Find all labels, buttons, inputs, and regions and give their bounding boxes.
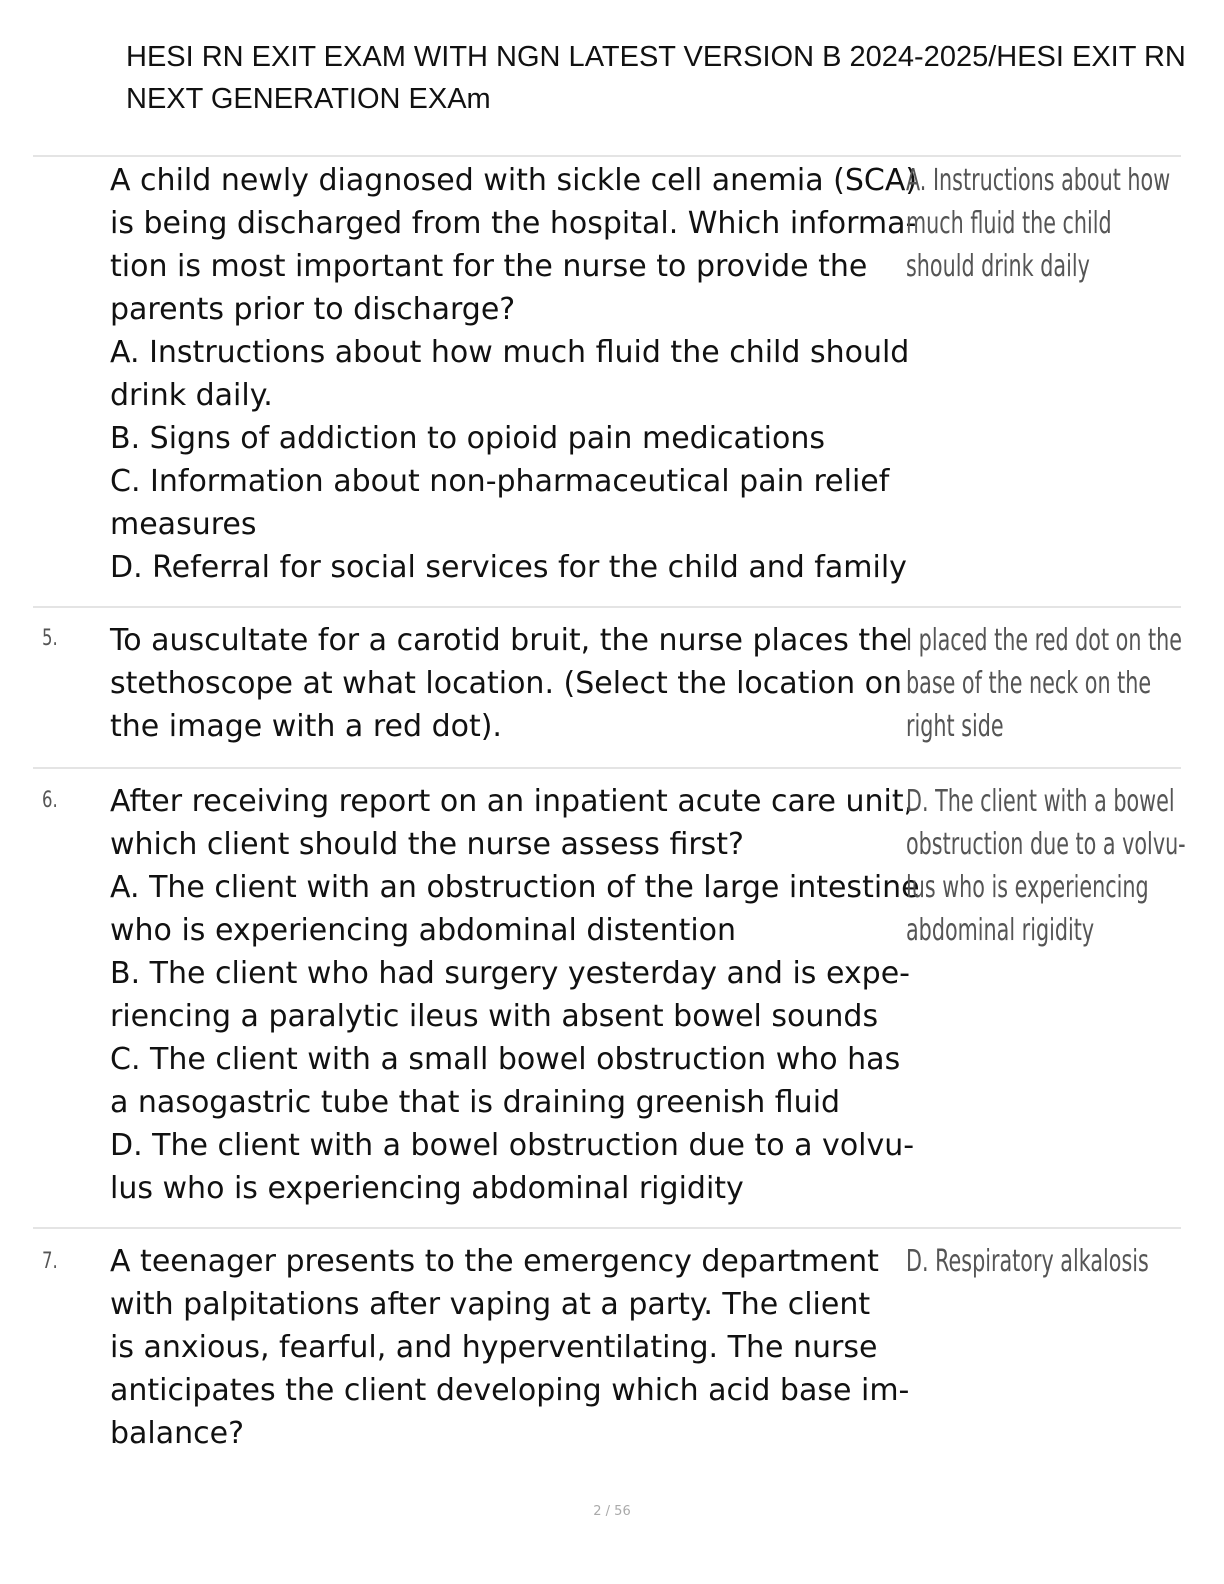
question-number: 5. [42,626,58,651]
question-number: 6. [42,788,58,813]
question-line: tion is most important for the nurse to provide the [110,249,868,284]
question-line: balance? [110,1416,245,1451]
answer-line: right side [906,709,1004,744]
answer-text [906,780,1186,952]
question-line: with palpitations after vaping at a party. The client [110,1287,871,1322]
question-line: To auscultate for a carotid bruit, the nurse places the [110,623,908,658]
question-line: riencing a paralytic ileus with absent bowel sounds [110,999,879,1034]
answer-line: base of the neck on the [906,666,1152,701]
question-line: A. Instructions about how much fluid the child should [110,335,910,370]
question-line: C. Information about non-pharmaceutical pain relief [110,464,890,499]
answer-line: lus who is experiencing [906,870,1149,905]
answer-line: D. Respiratory alkalosis [906,1244,1149,1279]
question-line: lus who is experiencing abdominal rigidity [110,1171,744,1206]
answer-line: A. Instructions about how [906,163,1171,198]
question-line: parents prior to discharge? [110,292,516,327]
question-number: 7. [42,1249,58,1274]
question-text [110,619,910,748]
card-divider [33,606,1181,608]
question-line: a nasogastric tube that is draining greenish fluid [110,1085,841,1120]
question-text [110,780,920,1210]
document-header [126,36,1224,120]
header-title-line-1: HESI RN EXIT EXAM WITH NGN LATEST VERSION B 2024-2025/HESI EXIT RN [126,41,1186,73]
answer-line: abdominal rigidity [906,913,1095,948]
answer-line: much fluid the child [906,206,1112,241]
answer-line: obstruction due to a volvu- [906,827,1186,862]
page-indicator: 2 / 56 [593,1504,631,1519]
question-line: drink daily. [110,378,273,413]
answer-text [906,619,1182,748]
question-line: B. The client who had surgery yesterday and is expe- [110,956,910,991]
card-divider [33,1227,1181,1229]
answer-line: should drink daily [906,249,1090,284]
question-text [110,159,918,589]
question-line: D. The client with a bowel obstruction due to a volvu- [110,1128,915,1163]
card-divider [33,767,1181,769]
question-line: is anxious, fearful, and hyperventilating. The nurse [110,1330,878,1365]
question-line: B. Signs of addiction to opioid pain medications [110,421,826,456]
answer-line: D. The client with a bowel [906,784,1175,819]
question-text [110,1240,910,1455]
question-line: is being discharged from the hospital. Which informa- [110,206,917,241]
answer-line: I placed the red dot on the [906,623,1182,658]
question-line: C. The client with a small bowel obstruction who has [110,1042,901,1077]
question-line: the image with a red dot). [110,709,502,744]
question-line: After receiving report on an inpatient acute care unit, [110,784,914,819]
card-divider [33,155,1181,157]
question-line: who is experiencing abdominal distention [110,913,737,948]
question-line: anticipates the client developing which acid base im- [110,1373,910,1408]
question-line: D. Referral for social services for the child and family [110,550,907,585]
answer-text [906,159,1171,288]
answer-text [906,1240,1154,1283]
question-line: measures [110,507,257,542]
question-line: A. The client with an obstruction of the large intestine [110,870,920,905]
question-line: A child newly diagnosed with sickle cell anemia (SCA) [110,163,918,198]
header-title-line-2: NEXT GENERATION EXAm [126,83,491,115]
question-line: stethoscope at what location. (Select the location on [110,666,903,701]
question-line: A teenager presents to the emergency department [110,1244,879,1279]
question-line: which client should the nurse assess first? [110,827,744,862]
